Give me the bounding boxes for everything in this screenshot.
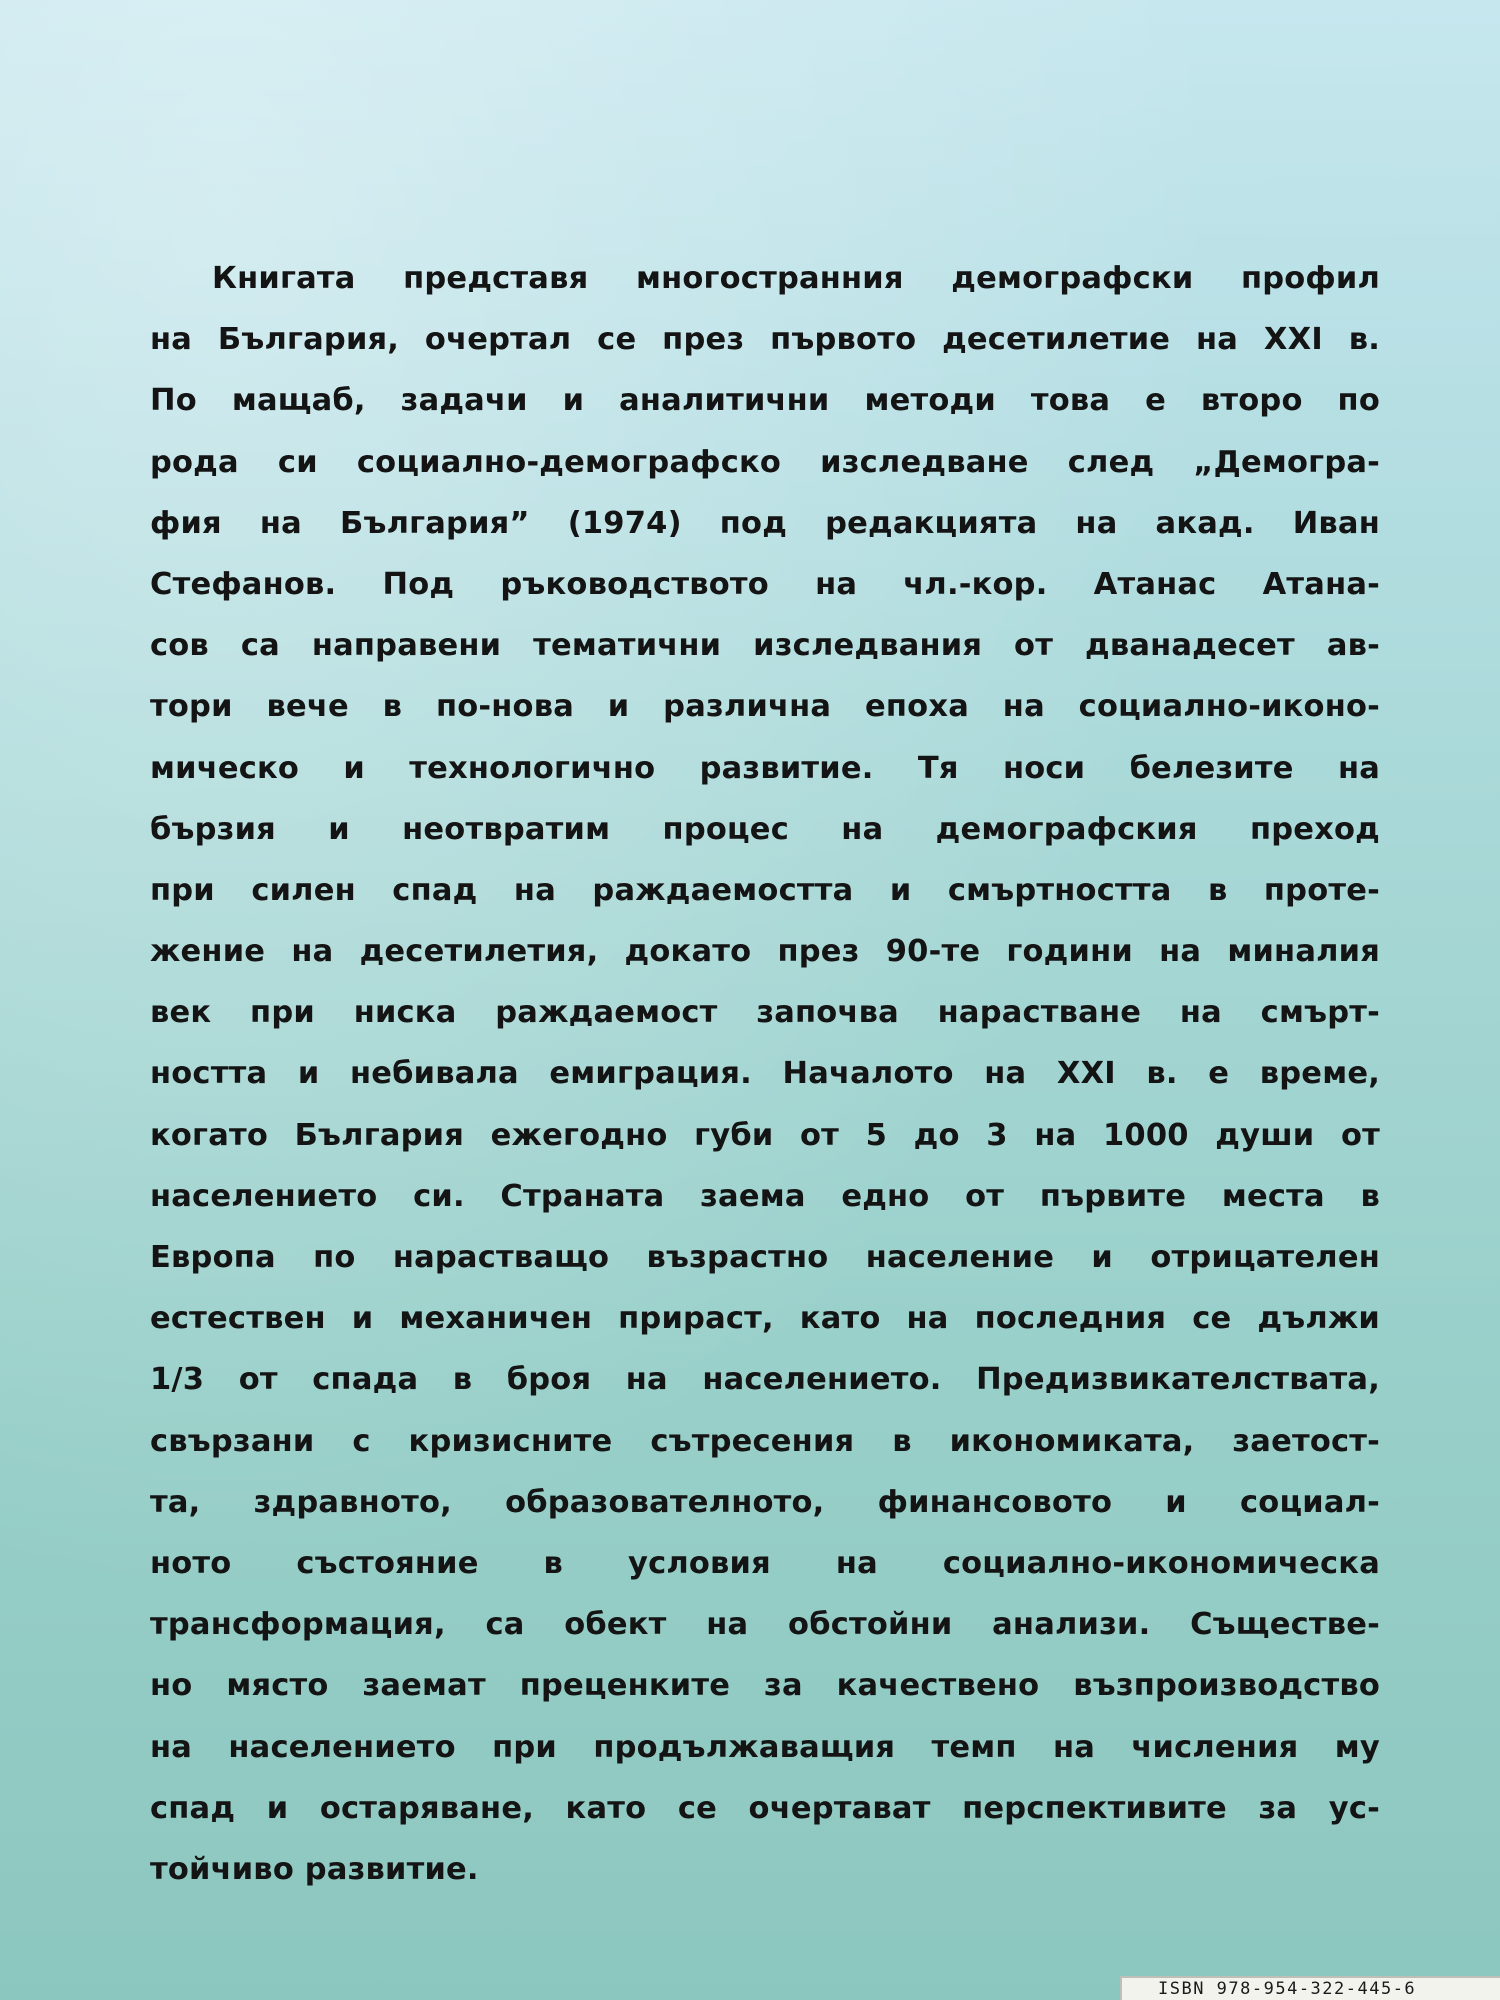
paragraph-line: бързия и неотвратим процес на демографския преход [150,811,1380,847]
paragraph-line: век при ниска раждаемост започва нарастване на смърт- [150,995,1380,1031]
paragraph-line: на населението при продължаващия темп на числения му [150,1729,1380,1765]
paragraph-line: Книгата представя многостранния демографски профил [212,261,1380,296]
paragraph-line: Европа по нарастващо възрастно население и отрицателен [150,1240,1380,1275]
paragraph-line: та, здравното, образователното, финансовото и социал- [150,1484,1380,1520]
paragraph-line: населението си. Страната заема едно от първите места в [150,1178,1380,1214]
paragraph-line: фия на България” (1974) под редакцията на акад. Иван [150,505,1380,541]
paragraph-line: жение на десетилетия, докато през 90-те години на миналия [150,934,1380,970]
paragraph-line: тори вече в по-нова и различна епоха на социално-иконо- [150,689,1380,725]
description-paragraph [150,248,1380,1900]
paragraph-line: когато България ежегодно губи от 5 до 3 на 1000 души от [150,1117,1380,1153]
paragraph-line: По мащаб, задачи и аналитични методи това е второ по [150,383,1380,419]
paragraph-line: тойчиво развитие. [150,1851,479,1887]
paragraph-line: естествен и механичен прираст, като на последния се дължи [150,1301,1380,1337]
paragraph-line: свързани с кризисните сътресения в икономиката, заетост- [150,1423,1380,1459]
paragraph-line: на България, очертал се през първото десетилетие на XXI в. [150,322,1380,358]
paragraph-line: но място заемат преценките за качествено възпроизводство [150,1668,1380,1704]
paragraph-line: мическо и технологично развитие. Тя носи белезите на [150,750,1380,786]
paragraph-line: спад и остаряване, като се очертават перспективите за ус- [150,1790,1380,1826]
paragraph-line: сов са направени тематични изследвания от дванадесет ав- [150,628,1380,664]
paragraph-line: при силен спад на раждаемостта и смъртността в проте- [150,872,1380,908]
paragraph-line: Стефанов. Под ръководството на чл.-кор. Атанас Атана- [150,566,1380,602]
paragraph-line: трансформация, са обект на обстойни анализи. Съществе- [150,1607,1380,1643]
paragraph-line: рода си социално-демографско изследване след „Демогра- [150,444,1380,480]
paragraph-line: ността и небивала емиграция. Началото на XXI в. е време, [150,1056,1380,1092]
isbn-text: ISBN 978-954-322-445-6 [1158,1979,1417,1999]
paragraph-line: ното състояние в условия на социално-икономическа [150,1545,1380,1581]
isbn-sticker [1120,1976,1500,2000]
paragraph-line: 1/3 от спада в броя на населението. Предизвикателствата, [150,1362,1380,1398]
